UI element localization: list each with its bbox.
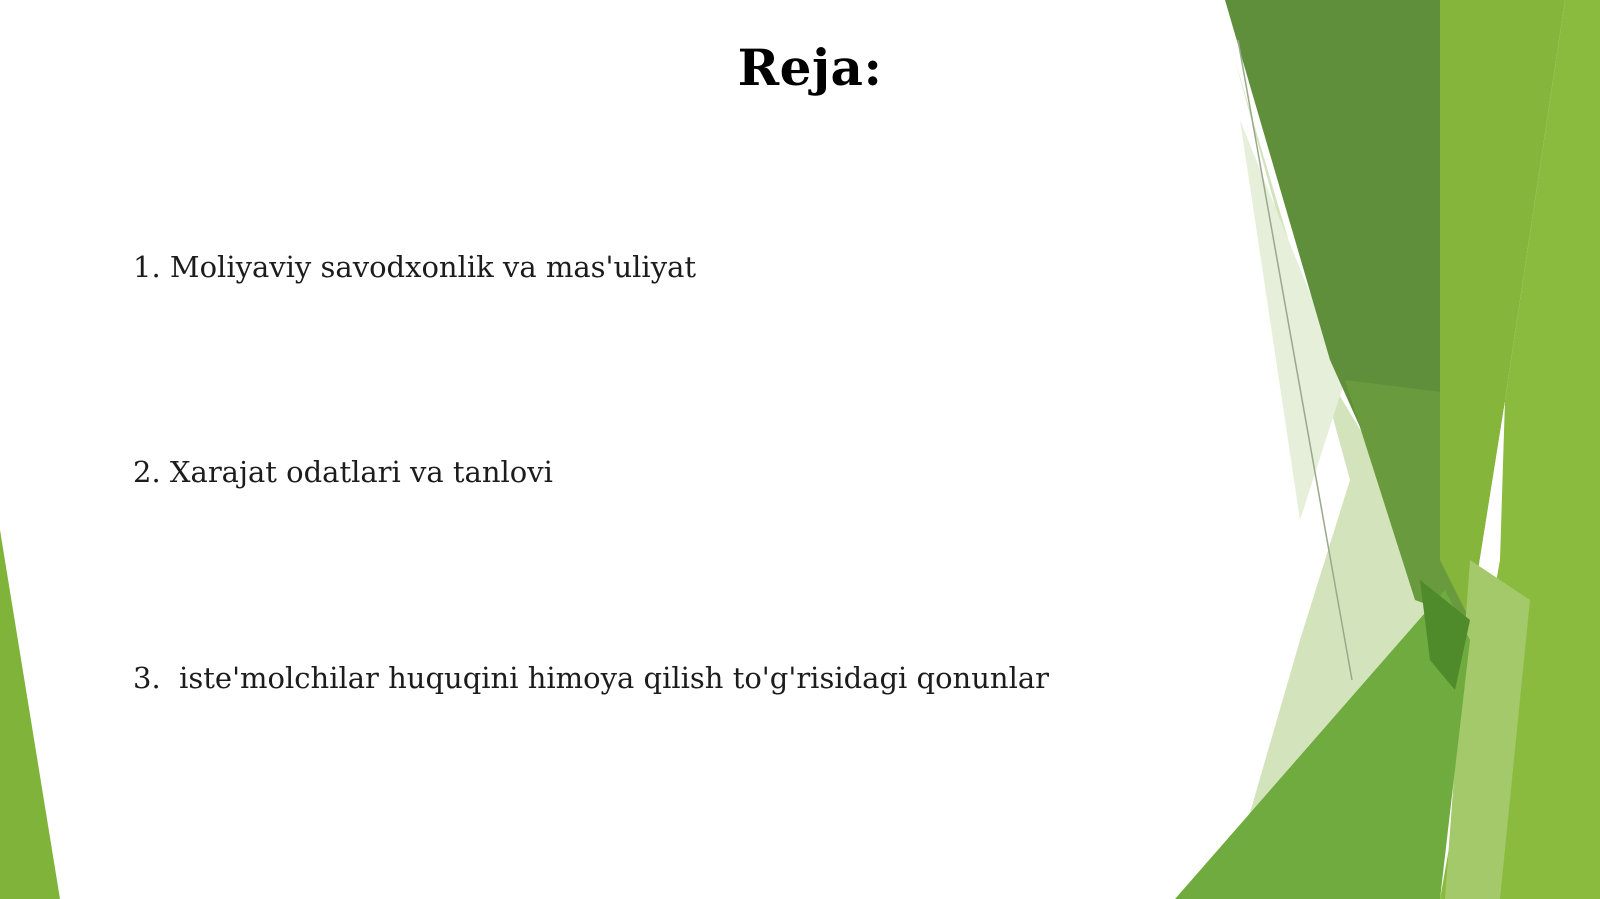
left-green-sliver [0, 530, 60, 899]
slide-title: Reja: [737, 38, 883, 97]
plan-item-1: 1. Moliyaviy savodxonlik va mas'uliyat [133, 250, 697, 284]
plan-item-2: 2. Xarajat odatlari va tanlovi [133, 455, 553, 489]
plan-item-3: 3. iste'molchilar huquqini himoya qilish to'g'risidagi qonunlar [133, 661, 1050, 695]
